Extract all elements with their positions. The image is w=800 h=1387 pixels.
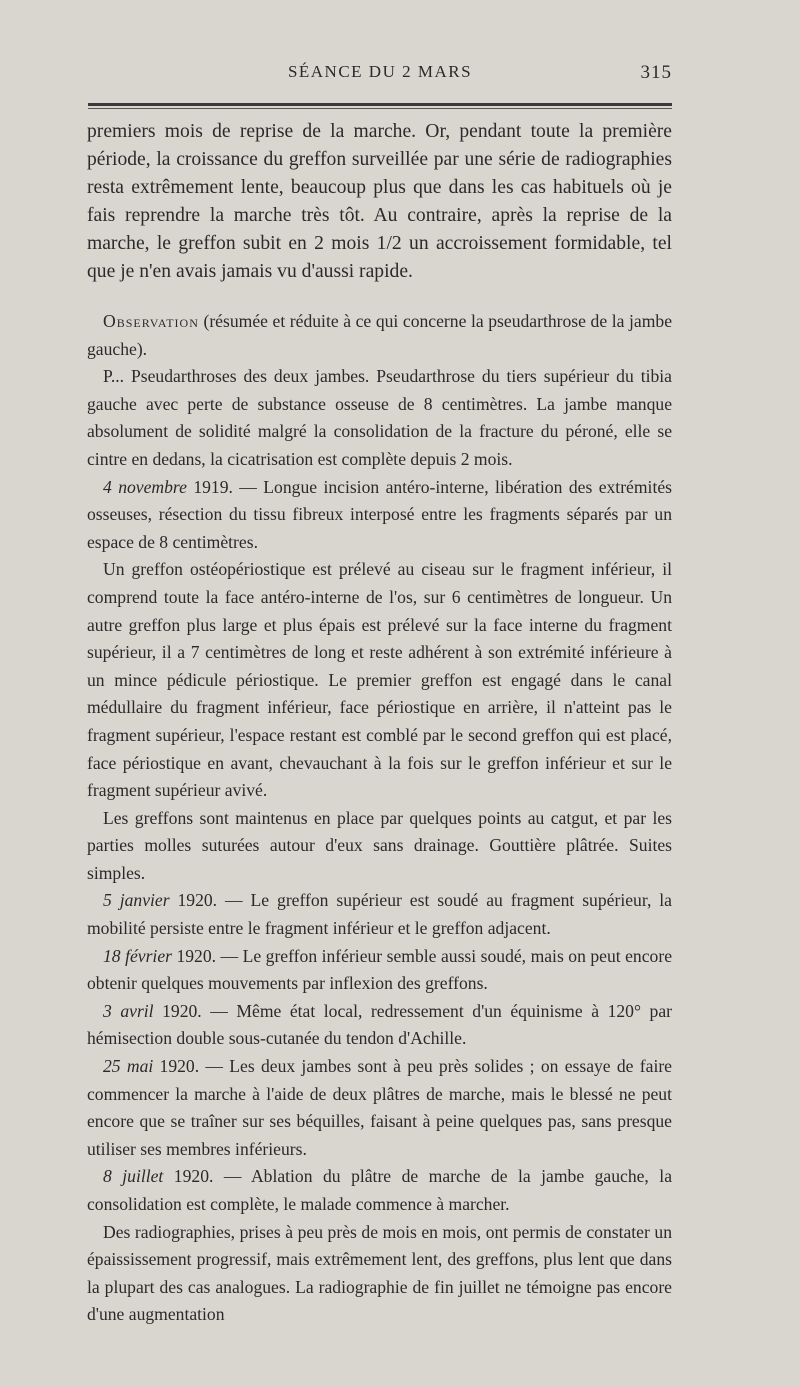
paragraph-intro: premiers mois de reprise de la marche. Or, pendant toute la première période, la croissance du greffon surveillée par une série de radiographies resta extrêmement lente, beaucoup plus que dans les cas habituels où je fais reprendre la marche très tôt. Au contraire, après la reprise de la marche, le greffon subit en 2 mois 1/2 un accroissement formidable, tel que je n'en avais jamais vu d'aussi rapide. bbox=[87, 121, 672, 282]
page-header bbox=[88, 62, 672, 92]
paragraph-radiographies: Des radiographies, prises à peu près de mois en mois, ont permis de constater un épaississement progressif, mais extrêmement lent, des greffons, plus lent que dans la plupart des cas analogues. La radiographie de fin juillet ne témoigne pas encore d'une augmentation bbox=[87, 1221, 672, 1325]
paragraph-graft-fixation: Les greffons sont maintenus en place par quelques points au catgut, et par les parties molles suturées autour d'eux sans drainage. Gouttière plâtrée. Suites simples. bbox=[87, 807, 672, 883]
entry-text: 1919. — Longue incision antéro-interne, libération des extrémités osseuses, résection du tissu fibreux interposé entre les fragments séparés par un espace de 8 centimètres. bbox=[87, 476, 672, 552]
body-text bbox=[87, 118, 672, 1329]
entry-text: 1920. — Le greffon supérieur est soudé au fragment supérieur, la mobilité persiste entre le fragment inférieur et le greffon adjacent. bbox=[87, 890, 672, 939]
paragraph-graft-procedure: Un greffon ostéopériostique est prélevé au ciseau sur le fragment inférieur, il comprend toute la face antéro-interne de l'os, sur 6 centimètres de longueur. Un autre greffon plus large et plus épais est prélevé sur la face interne du fragment supérieur, il a 7 centimètres de long et reste adhérent à son extrémité inférieure à un mince pédicule périostique. Le premier greffon est engagé dans le canal médullaire du fragment inférieur, face périostique en arrière, il n'atteint pas le fragment supérieur, l'espace restant est comblé par le second greffon qui est placé, face périostique en avant, chevauchant à la fois sur le greffon inférieur et sur le fragment supérieur avivé. bbox=[87, 559, 672, 801]
running-title: SÉANCE DU 2 MARS bbox=[287, 62, 473, 81]
observation-block bbox=[87, 308, 672, 1329]
page-number: 315 bbox=[640, 62, 672, 83]
observation-note: (résumée et réduite à ce qui concerne la pseudarthrose de la jambe gauche). bbox=[87, 311, 672, 359]
paragraph-entry-november bbox=[87, 474, 672, 557]
paragraph-case-description: P... Pseudarthroses des deux jambes. Pseudarthrose du tiers supérieur du tibia gauche avec perte de substance osseuse de 8 centimètres. La jambe manque absolument de solidité malgré la consolidation de la fracture du péroné, elle se cintre en dedans, la cicatrisation est complète depuis 2 mois. bbox=[87, 366, 672, 469]
entry-text: 1920. — Le greffon inférieur semble aussi soudé, mais on peut encore obtenir quelques mouvements par inflexion des greffons. bbox=[87, 945, 673, 994]
header-rule bbox=[88, 103, 672, 106]
observation-label: Observation bbox=[103, 311, 199, 331]
entry-date: 4 novembre bbox=[103, 476, 187, 497]
entry-date: 18 février bbox=[103, 945, 172, 966]
entry-date: 3 avril bbox=[103, 1000, 154, 1021]
entry-date: 8 juillet bbox=[103, 1166, 164, 1187]
entry-text: 1920. — Ablation du plâtre de marche de la jambe gauche, la consolidation est complète, le malade commence à marcher. bbox=[87, 1166, 673, 1214]
paragraph-entry-april bbox=[87, 998, 672, 1053]
observation-heading bbox=[87, 308, 672, 363]
entry-text: 1920. — Les deux jambes sont à peu près solides ; on essaye de faire commencer la marche à l'aide de deux plâtres de marche, mais le blessé ne peut encore que se traîner sur ses béquilles, faisant à peine quelques pas, sans presque utiliser ses membres inférieurs. bbox=[87, 1056, 672, 1159]
entry-date: 5 janvier bbox=[103, 890, 170, 911]
paragraph-entry-may bbox=[87, 1053, 672, 1163]
paragraph-entry-january bbox=[87, 887, 672, 942]
entry-date: 25 mai bbox=[103, 1056, 154, 1077]
paragraph-entry-february bbox=[87, 943, 672, 998]
paragraph-entry-july bbox=[87, 1163, 672, 1218]
entry-text: 1920. — Même état local, redressement d'un équinisme à 120° par hémisection double sous-cutanée du tendon d'Achille. bbox=[87, 1000, 672, 1049]
